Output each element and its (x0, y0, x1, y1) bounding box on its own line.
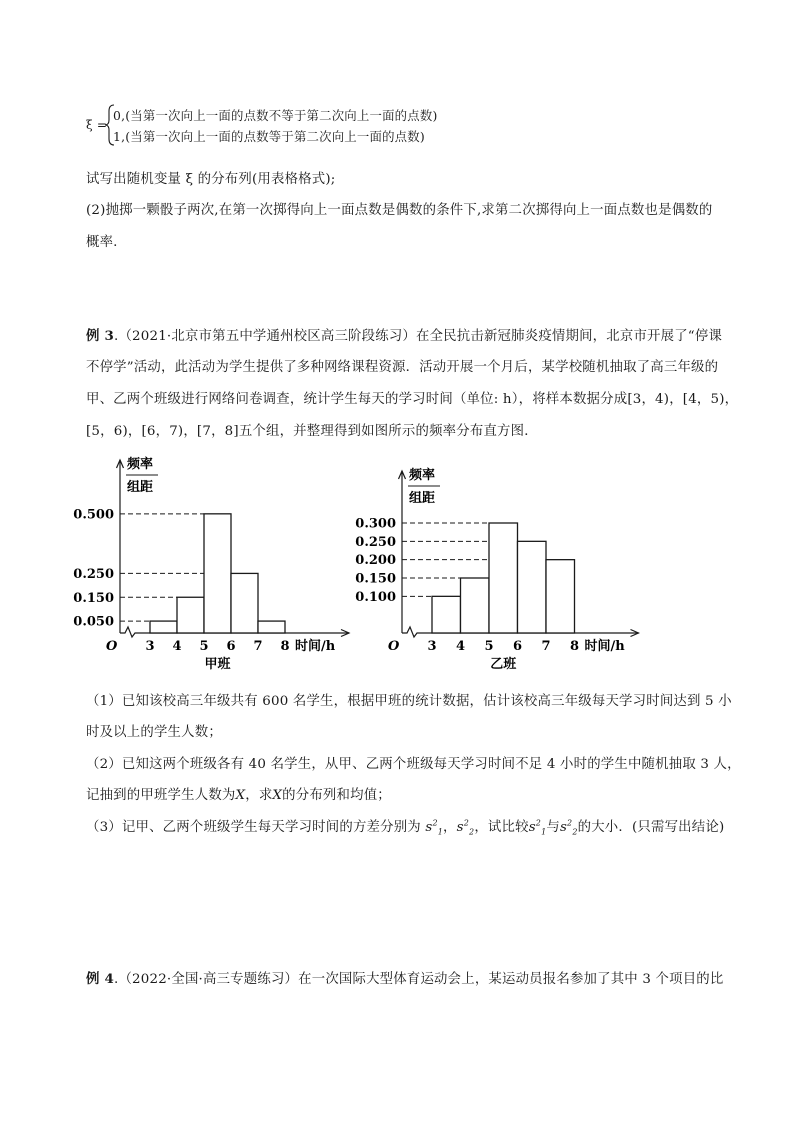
variable-x: X (272, 788, 283, 803)
histogram-bar (489, 523, 518, 633)
q2-text-a: 记抽到的甲班学生人数为 (86, 788, 236, 803)
x-tick-label: 4 (172, 639, 182, 654)
x-tick-label: 3 (145, 639, 155, 654)
q3-text-a: （3）记甲、乙两个班级学生每天学习时间的方差分别为 (86, 820, 421, 835)
y-label-top: 频率 (127, 457, 154, 472)
q3-text-d: 的大小．(只需写出结论) (577, 820, 725, 835)
y-tick-label: 0.250 (73, 566, 114, 582)
x-tick-label: 7 (253, 639, 263, 654)
x-tick-label: 7 (541, 639, 551, 654)
histogram-bar (204, 514, 231, 633)
question-2-line-1: (2)抛掷一颗骰子两次,在第一次掷得向上一面点数是偶数的条件下,求第二次掷得向上一面点数也是偶数的 (86, 203, 713, 218)
chart-title: 甲班 (204, 657, 231, 672)
y-tick-label: 0.500 (73, 507, 114, 523)
x-tick-label: 6 (512, 639, 523, 654)
example-3-source: .（2021·北京市第五中学通州校区高三阶段练习） (113, 329, 416, 344)
x-tick-label: 4 (455, 639, 466, 654)
x-tick-label: 6 (226, 639, 236, 654)
y-tick-label: 0.150 (73, 590, 114, 606)
x-tick-label: 8 (569, 639, 580, 654)
variance-s1: $s^2_1$ (425, 818, 444, 837)
example-3-line-1-rest: 在全民抗击新冠肺炎疫情期间，北京市开展了“停课 (416, 329, 723, 344)
example-3-label: 例 3 (86, 328, 114, 344)
histogram-bar (231, 573, 258, 633)
histogram-bar (150, 621, 177, 633)
histogram-class-a (72, 440, 362, 680)
y-tick-label: 0.100 (355, 589, 396, 605)
example-3-question-3 (86, 816, 724, 835)
example-3-line-3: 甲、乙两个班级进行网络问卷调查，统计学生每天的学习时间（单位: h），将样本数据分成[3，4)，[4，5)， (86, 392, 739, 407)
y-tick-label: 0.250 (355, 534, 396, 550)
example-3-question-1-line-1: （1）已知该校高三年级共有 600 名学生，根据甲班的统计数据，估计该校高三年级每天学习时间达到 5 小 (86, 694, 732, 709)
histogram-bar (461, 578, 490, 633)
example-3-line-2: 不停学”活动，此活动为学生提供了多种网络课程资源．活动开展一个月后，某学校随机抽取了高三年级的 (86, 360, 719, 375)
example-3-question-2-line-1: （2）已知这两个班级各有 40 名学生，从甲、乙两个班级每天学习时间不足 4 小时的学生中随机抽取 3 人， (86, 757, 741, 772)
example-4-text: .（2022·全国·高三专题练习）在一次国际大型体育运动会上，某运动员报名参加了其中 3 个项目的比 (113, 972, 724, 987)
x-axis-label: 时间/h (584, 639, 625, 654)
x-axis-label: 时间/h (295, 639, 336, 654)
q3-text-c: 与 (546, 820, 560, 835)
chart-title: 乙班 (490, 657, 517, 672)
histogram-class-b (350, 448, 650, 688)
question-2-line-2: 概率. (86, 235, 118, 250)
x-tick-label: 3 (427, 639, 437, 654)
q3-separator: ， (443, 820, 457, 835)
y-tick-label: 0.150 (355, 571, 396, 587)
y-tick-label: 0.300 (355, 516, 396, 532)
variance-s1: $s^2_1$ (528, 818, 547, 837)
example-3-line-1 (86, 325, 722, 344)
variable-x: X (235, 788, 246, 803)
q2-text-c: 的分布列和均值； (282, 788, 391, 803)
y-label-top: 频率 (409, 468, 436, 483)
example-3-question-2-line-2 (86, 784, 391, 803)
q3-text-b: ，试比较 (474, 820, 529, 835)
histogram-bar (432, 596, 461, 633)
x-tick-label: 5 (484, 639, 494, 654)
piecewise-case-1 (113, 127, 425, 145)
y-tick-label: 0.050 (73, 614, 114, 630)
variance-s2: $s^2_2$ (456, 818, 475, 837)
y-tick-label: 0.200 (355, 553, 396, 569)
example-4-line-1 (86, 968, 724, 987)
case0-value: 0 (113, 108, 122, 123)
origin-label: O (106, 639, 118, 654)
histogram-bar (258, 621, 285, 633)
histogram-bar (518, 541, 547, 633)
zeta-label: ξ = (86, 118, 108, 132)
x-tick-label: 8 (280, 639, 290, 654)
y-label-bottom: 组距 (409, 491, 436, 506)
case1-value: 1 (113, 129, 122, 144)
x-tick-label: 5 (199, 639, 209, 654)
example-4-label: 例 4 (86, 971, 114, 987)
case1-text: ,(当第一次向上一面的点数等于第二次向上一面的点数) (121, 129, 425, 144)
histogram-bar (546, 560, 575, 633)
y-label-bottom: 组距 (127, 480, 154, 495)
case0-text: ,(当第一次向上一面的点数不等于第二次向上一面的点数) (121, 108, 438, 123)
example-3-question-1-line-2: 时及以上的学生人数； (86, 725, 222, 740)
origin-label: O (388, 639, 400, 654)
piecewise-case-0 (113, 106, 437, 124)
histogram-bar (177, 597, 204, 633)
example-3-line-4: [5，6)，[6，7)，[7，8]五个组，并整理得到如图所示的频率分布直方图． (86, 424, 538, 439)
instruction-text: 试写出随机变量 ξ 的分布列(用表格格式); (86, 172, 336, 187)
q2-text-b: ，求 (245, 788, 273, 803)
variance-s2: $s^2_2$ (559, 818, 578, 837)
